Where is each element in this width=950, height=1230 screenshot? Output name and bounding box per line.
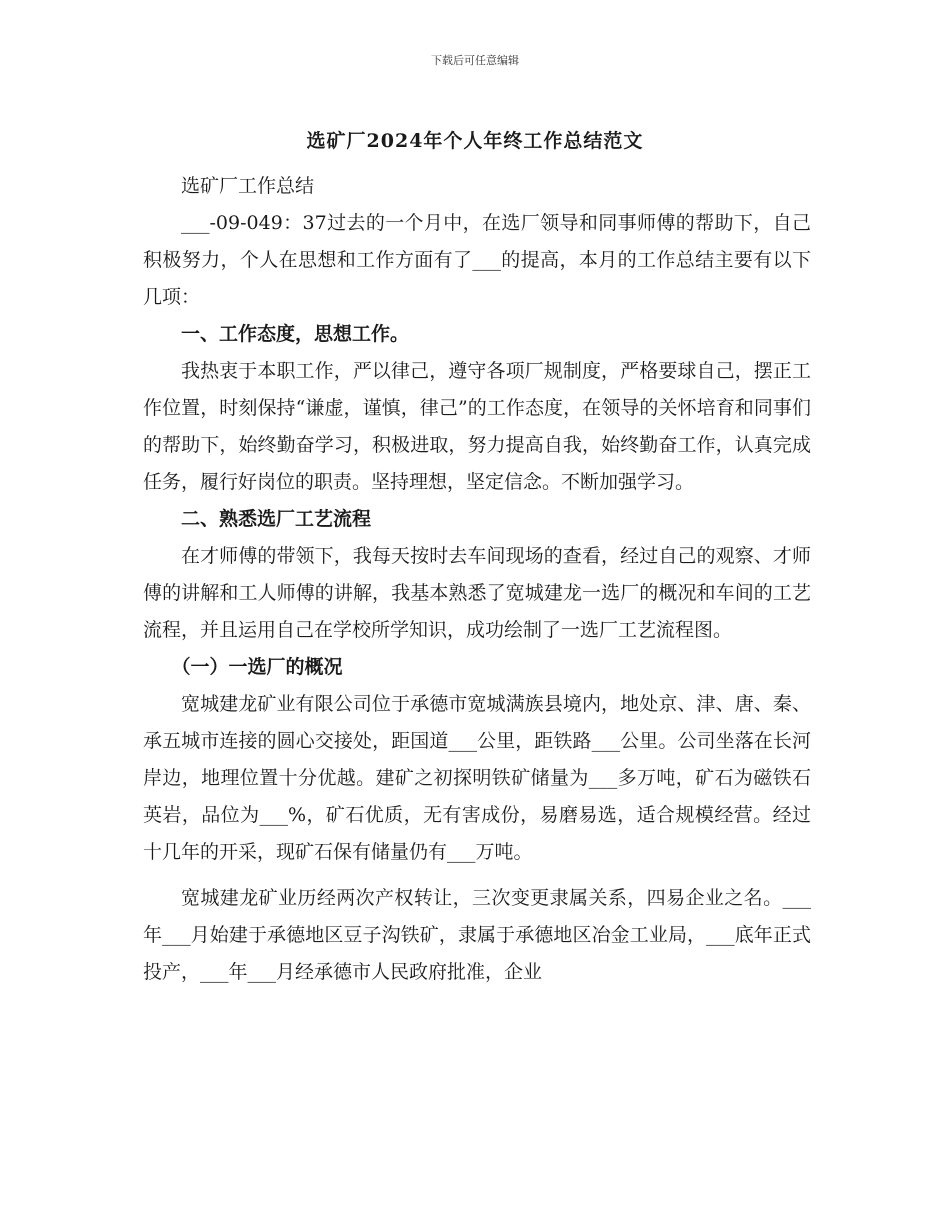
paragraph-attitude: 我热衷于本职工作，严以律己，遵守各项厂规制度，严格要球自己，摆正工作位置，时刻保持“谦虚，谨慎，律己”的工作态度，在领导的关怀培育和同事们的帮助下，始终勤奋学习，积极进取，努力提高自我，始终勤奋工作，认真完成任务，履行好岗位的职责。坚持理想，坚定信念。不断加强学习。 bbox=[143, 360, 811, 493]
paragraph-process: 在才师傅的带领下，我每天按时去车间现场的查看，经过自己的观察、才师傅的讲解和工人师傅的讲解，我基本熟悉了宽城建龙一选厂的概况和车间的工艺流程，并且运用自己在学校所学知识，成功绘制了一选厂工艺流程图。 bbox=[143, 545, 811, 641]
page-header-note: 下载后可任意编辑 bbox=[431, 54, 519, 67]
paragraph-intro-label: 选矿厂工作总结 bbox=[181, 175, 315, 197]
paragraph-intro: ___-09-049：37过去的一个月中，在选厂领导和同事师傅的帮助下，自己积极努力，个人在思想和工作方面有了___的提高，本月的工作总结主要有以下几项： bbox=[143, 212, 811, 308]
section-heading-attitude: 一、工作态度，思想工作。 bbox=[181, 323, 410, 345]
paragraph-history: 宽城建龙矿业历经两次产权转让，三次变更隶属关系，四易企业之名。___年___月始建于承德地区豆子沟铁矿，隶属于承德地区冶金工业局，___底年正式投产，___年___月经承德市人民政府批准，企业 bbox=[143, 887, 811, 983]
section-heading-process: 二、熟悉选厂工艺流程 bbox=[181, 508, 372, 530]
subsection-heading-overview: （一）一选厂的概况 bbox=[171, 656, 343, 678]
document-title: 选矿厂2024年个人年终工作总结范文 bbox=[306, 130, 644, 152]
document-body bbox=[143, 168, 811, 991]
paragraph-overview: 宽城建龙矿业有限公司位于承德市宽城满族县境内，地处京、津、唐、秦、承五城市连接的圆心交接处，距国道___公里，距铁路___公里。公司坐落在长河岸边，地理位置十分优越。建矿之初探明铁矿储量为___多万吨，矿石为磁铁石英岩，品位为___%，矿石优质，无有害成份，易磨易选，适合规模经营。经过十几年的开采，现矿石保有储量仍有___万吨。 bbox=[143, 693, 811, 863]
